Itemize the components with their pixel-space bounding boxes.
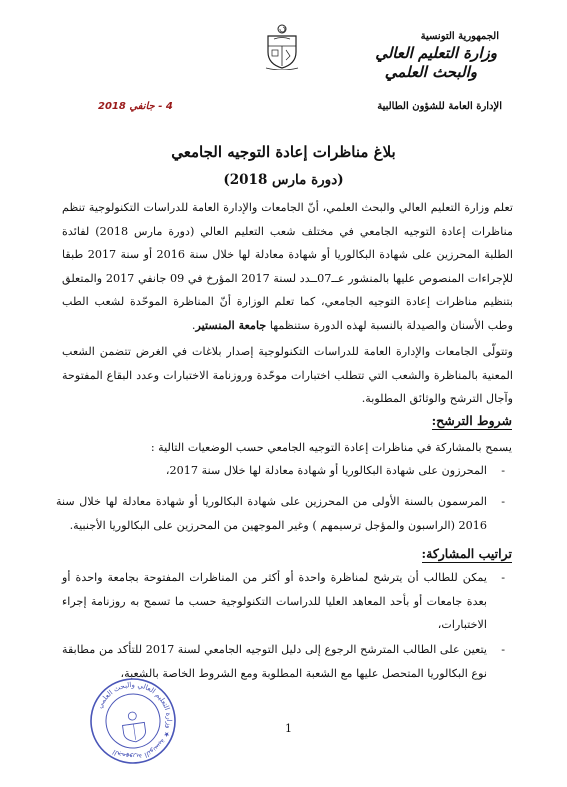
intro-paragraph bbox=[62, 196, 513, 337]
dash-bullet: - bbox=[501, 464, 505, 477]
section-heading-participation bbox=[422, 546, 513, 561]
list-item-text: المحرزون على شهادة البكالوريا أو شهادة معادلة لها خلال سنة 2017، bbox=[165, 464, 487, 477]
conditions-intro: يسمح بالمشاركة في مناظرات إعادة التوجيه الجامعي حسب الوضعيات التالية : bbox=[150, 441, 512, 454]
directorate-label: الإدارة العامة للشؤون الطالبية bbox=[377, 101, 502, 112]
dash-bullet: - bbox=[501, 643, 505, 656]
list-item bbox=[62, 566, 505, 638]
section-heading-participation-text: تراتيب المشاركة: bbox=[421, 546, 512, 561]
universities-paragraph: وتتولّى الجامعات والإدارة العامة للدراسات التكنولوجية إصدار بلاغات في الغرض تتضمن الشعب المعنية بالمناظرة والشعب التي تتطلب اختبارات موحّدة وروزنامة الاختبارات وعدد البقاع المفتوحة وآجال الترشح والوثائق المطلوبة. bbox=[62, 345, 513, 405]
list-item bbox=[56, 490, 505, 538]
page-number: 1 bbox=[285, 722, 292, 735]
ministry-name-line2: والبحث العلمي bbox=[384, 63, 477, 81]
session-label: دورة مارس 2018 bbox=[229, 172, 338, 188]
document-title: بلاغ مناظرات إعادة التوجيه الجامعي bbox=[171, 143, 396, 161]
intro-end: . bbox=[191, 318, 196, 332]
dash-bullet: - bbox=[501, 571, 505, 584]
list-item-text: يمكن للطالب أن يترشح لمناظرة واحدة أو أكثر من المناظرات المفتوحة بجامعة واحدة أو بعدة جامعات أو بأحد المعاهد العليا للدراسات التكنولوجية حسب ما تسمح به روزنامة إجراء الاختبارات، bbox=[62, 571, 487, 631]
ministry-name-line1: وزارة التعليم العالي bbox=[375, 44, 497, 62]
section-heading-conditions bbox=[432, 413, 512, 428]
dash-bullet: - bbox=[501, 495, 505, 508]
republic-label: الجمهورية التونسية bbox=[420, 31, 499, 42]
list-item-text: المرسمون بالسنة الأولى من المحرزين على شهادة البكالوريا أو شهادة معادلة لها خلال سنة 2016 (الراسبون والمؤجل ترسيمهم ) وغير الموجهين من المحرزين على البكالوريا الأجنبية. bbox=[56, 495, 487, 532]
document-subtitle: (دورة مارس 2018) bbox=[223, 172, 344, 188]
official-stamp bbox=[82, 670, 184, 772]
coat-of-arms-icon bbox=[262, 22, 302, 70]
section-heading-conditions-text: شروط الترشح: bbox=[431, 413, 512, 428]
university-name: جامعة المنستير bbox=[195, 317, 267, 332]
list-item bbox=[62, 459, 505, 483]
intro-text: تعلم وزارة التعليم العالي والبحث العلمي، أنّ الجامعات والإدارة العامة للدراسات التكنولوجية تنظم مناظرات إعادة التوجيه الجامعي في مختلف شعب التعليم العالي (دورة مارس 2018) لفائدة الطلبة المحرزين على شهادة البكالوريا أو شهادة معادلة لها خلال سنة 2016 أو سنة 2017 طبقا للإجراءات المنصوص عليها بالمنشور عــ07ــدد لسنة 2017 المؤرخ في 09 جانفي 2017 والمتعلق بتنظيم مناظرات إعادة التوجيه الجامعي، كما تعلم الوزارة أنّ المناظرة الموحّدة لشعب الطب وطب الأسنان والصيدلة بالنسبة لهذه الدورة ستنظمها bbox=[62, 201, 513, 332]
svg-text:الجمهورية التونسية ★ وزارة الت: الجمهورية التونسية ★ وزارة التعليم العالي والبحث العلمي bbox=[95, 680, 174, 762]
list-item-text: يتعين على الطالب المترشح الرجوع إلى دليل التوجيه الجامعي لسنة 2017 للتأكد من مطابقة نوع البكالوريا المتحصل عليها مع الشعبة المطلوبة ومع الشروط الخاصة بالشعبة، bbox=[62, 643, 487, 680]
document-date: 4 - جانفي 2018 bbox=[98, 101, 173, 112]
